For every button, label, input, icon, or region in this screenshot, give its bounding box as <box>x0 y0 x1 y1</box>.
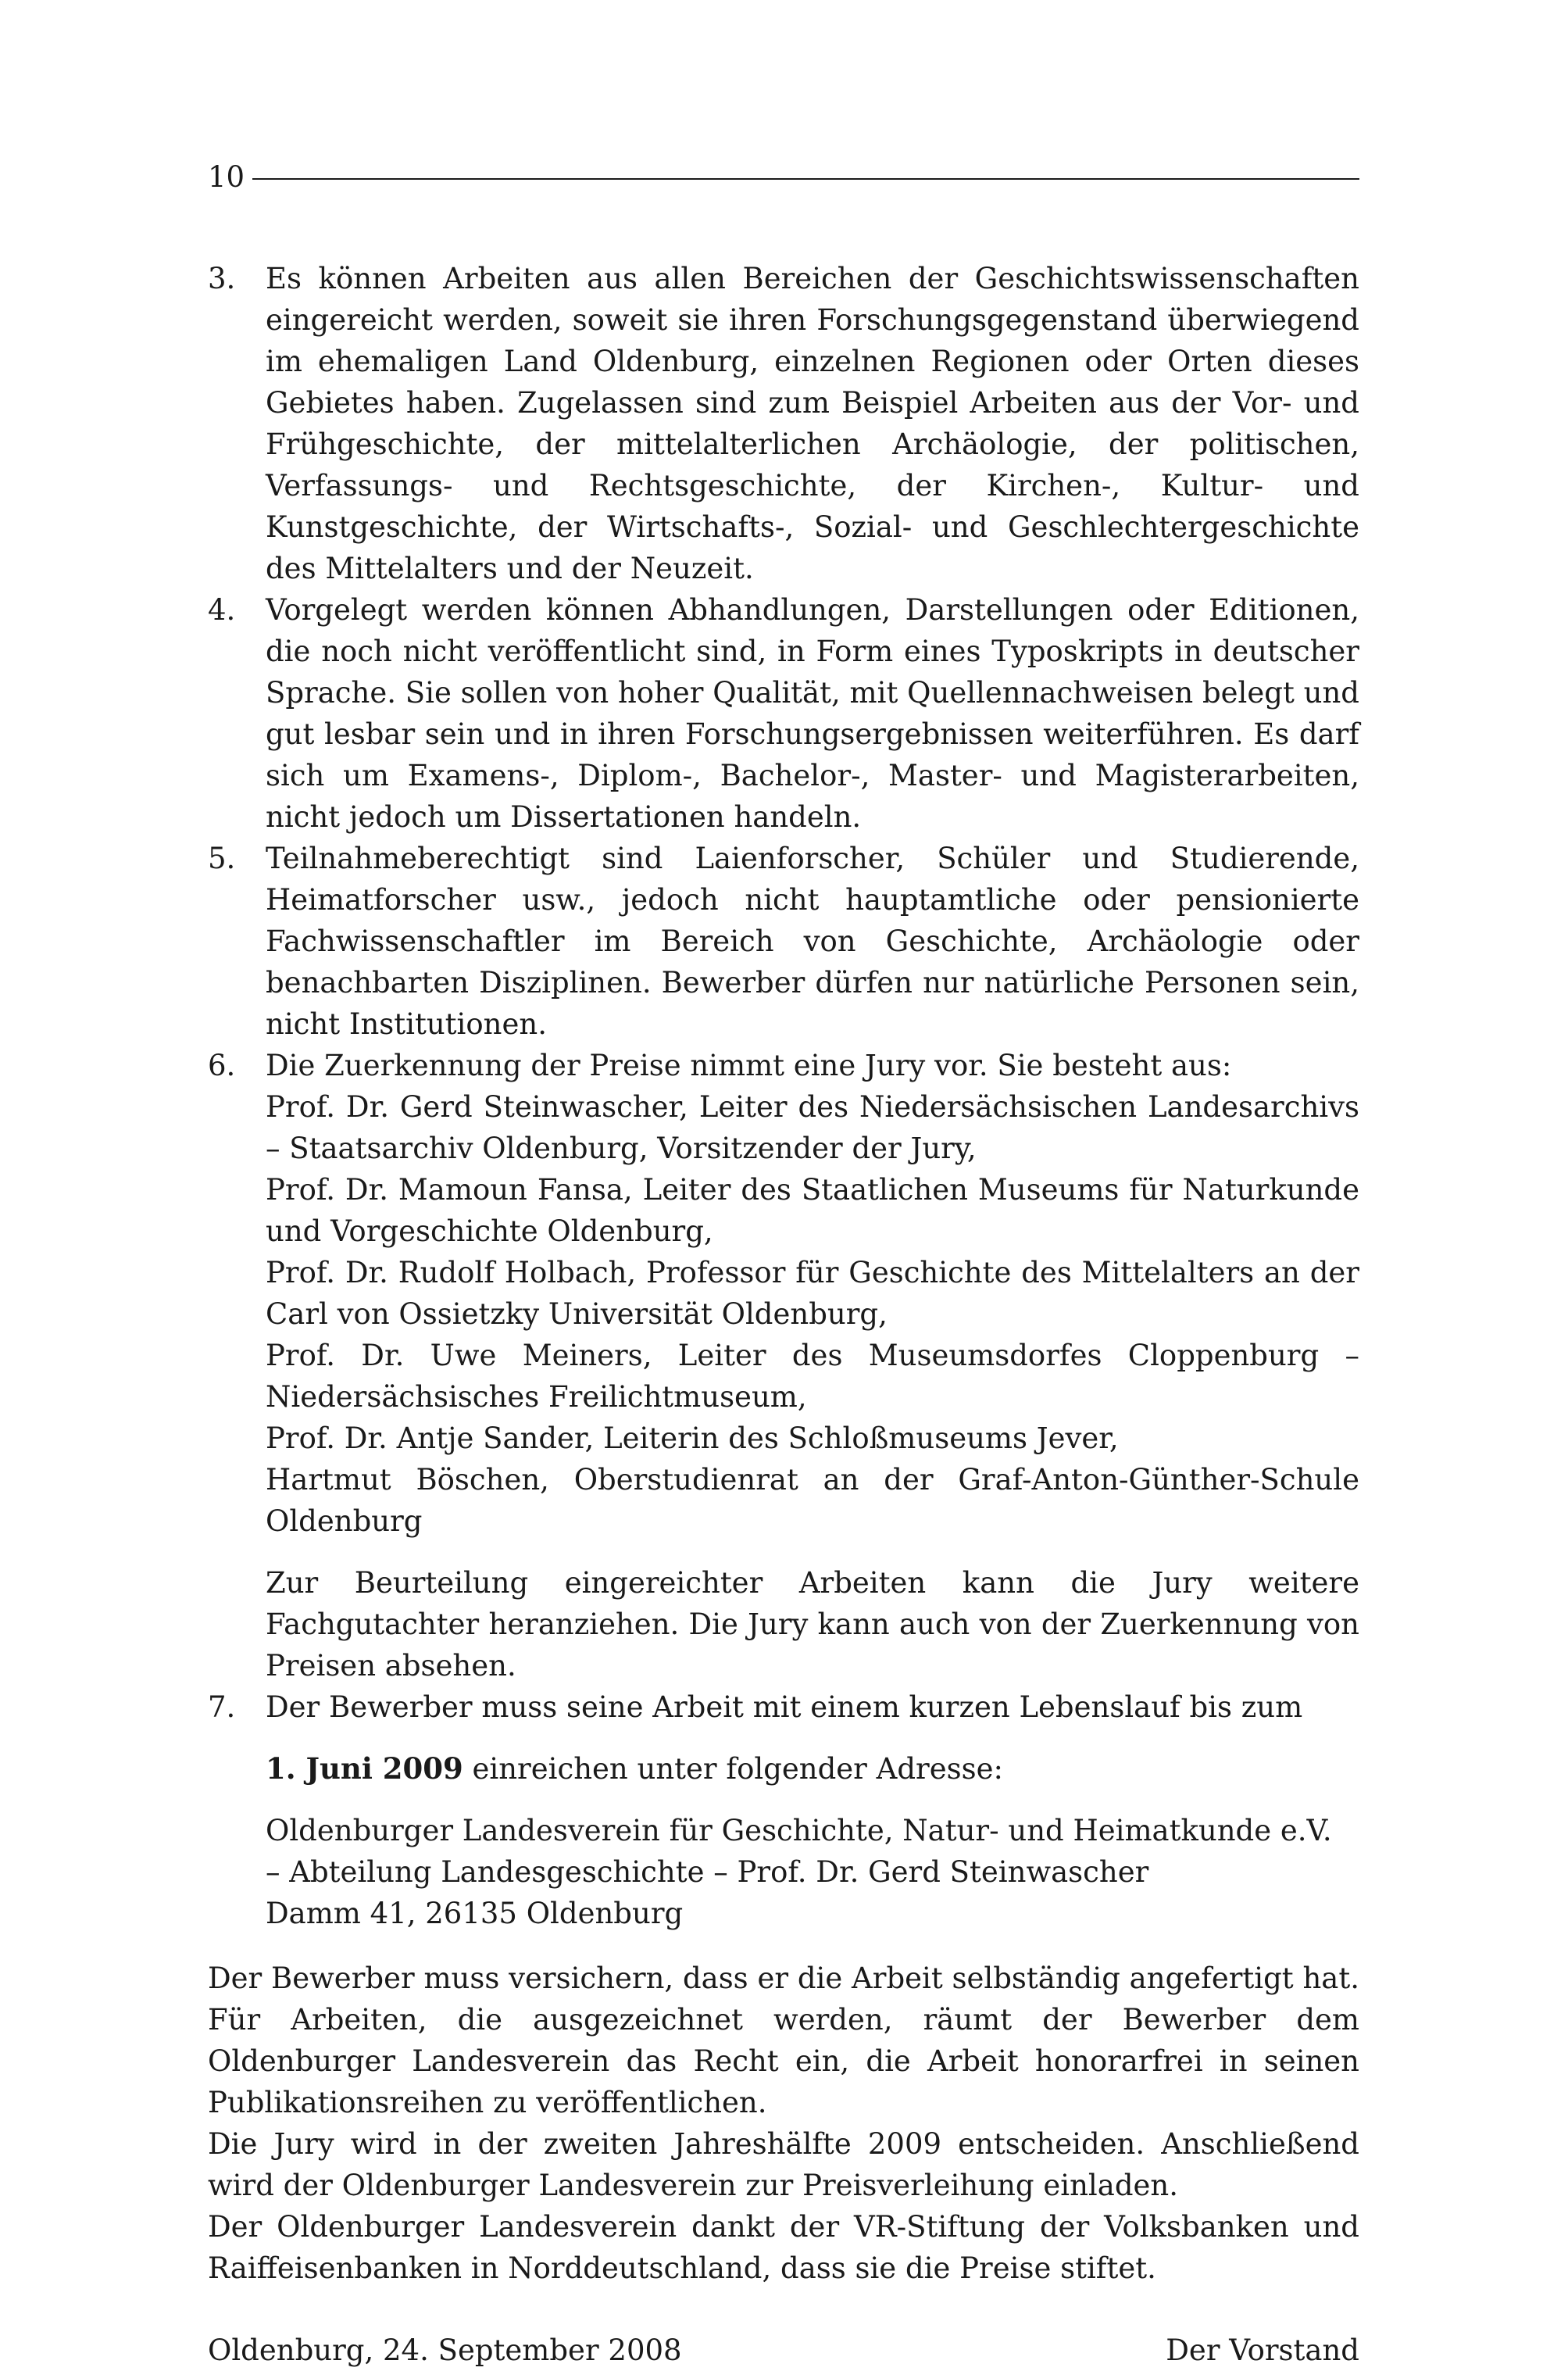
item-number: 7. <box>208 1690 236 1724</box>
item-text-block <box>266 258 1359 589</box>
item-text: Vorgelegt werden können Abhandlungen, Darstellungen oder Editionen, die noch nicht veröffentlicht sind, in Form eines Typoskripts in deutscher Sprache. Sie sollen von hoher Qualität, mit Quellennachweisen belegt und gut lesbar sein und in ihren Forschungsergebnissen weiterführen. Es darf sich um Examens-, Diplom-, Bachelor-, Master- und Magisterarbeiten, nicht jedoch um Dissertationen handeln. <box>266 593 1359 834</box>
address-line: Oldenburger Landesverein für Geschichte, Natur- und Heimatkunde e.V. <box>266 1814 1332 1847</box>
deadline-text: einreichen unter folgender Adresse: <box>463 1752 1003 1786</box>
list-item <box>208 838 1359 1045</box>
closing-paragraph: Der Oldenburger Landesverein dankt der VR-Stiftung der Volksbanken und Raiffeisenbanken in Norddeutschland, dass sie die Preise stiftet. <box>208 2210 1359 2285</box>
jury-member: Prof. Dr. Mamoun Fansa, Leiter des Staatlichen Museums für Naturkunde und Vorgeschichte Oldenburg, <box>266 1173 1359 1248</box>
list-item <box>208 258 1359 589</box>
item-number: 3. <box>208 262 236 295</box>
signature: Der Vorstand <box>1166 2333 1359 2367</box>
item-number: 4. <box>208 593 236 627</box>
item-text-block <box>266 589 1359 838</box>
jury-intro: Die Zuerkennung der Preise nimmt eine Jury vor. Sie besteht aus: <box>266 1049 1232 1082</box>
list-item <box>208 589 1359 838</box>
jury-member: Prof. Dr. Gerd Steinwascher, Leiter des Niedersächsischen Landesarchivs – Staatsarchiv Oldenburg, Vorsitzender der Jury, <box>266 1090 1359 1165</box>
item-text-block <box>266 838 1359 1045</box>
item-number: 5. <box>208 842 236 875</box>
submission-deadline <box>266 1748 1359 1790</box>
item-text-block <box>266 1686 1359 1934</box>
closing-paragraph: Die Jury wird in der zweiten Jahreshälfte 2009 entscheiden. Anschließend wird der Oldenburger Landesverein zur Preisverleihung einladen. <box>208 2127 1359 2202</box>
list-item-submission <box>208 1686 1359 1934</box>
item-text-block <box>266 1045 1359 1686</box>
jury-member: Hartmut Böschen, Oberstudienrat an der Graf-Anton-Günther-Schule Oldenburg <box>266 1463 1359 1538</box>
page-number: 10 <box>208 160 245 194</box>
submission-intro: Der Bewerber muss seine Arbeit mit einem kurzen Lebenslauf bis zum <box>266 1690 1303 1724</box>
jury-member: Prof. Dr. Uwe Meiners, Leiter des Museumsdorfes Cloppenburg – Niedersächsisches Freilichtmuseum, <box>266 1339 1359 1414</box>
signoff <box>208 2330 1359 2371</box>
page-body <box>208 258 1359 2371</box>
list-item-jury <box>208 1045 1359 1686</box>
item-text: Es können Arbeiten aus allen Bereichen der Geschichtswissenschaften eingereicht werden, soweit sie ihren Forschungsgegenstand überwiegend im ehemaligen Land Oldenburg, einzelnen Regionen oder Orten dieses Gebietes haben. Zugelassen sind zum Beispiel Arbeiten aus der Vor- und Frühgeschichte, der mittelalterlichen Archäologie, der politischen, Verfassungs- und Rechtsgeschichte, der Kirchen-, Kultur- und Kunstgeschichte, der Wirtschafts-, Sozial- und Geschlechtergeschichte des Mittelalters und der Neuzeit. <box>266 262 1359 585</box>
deadline-date: 1. Juni 2009 <box>266 1751 463 1786</box>
header-rule <box>252 178 1359 180</box>
place-date: Oldenburg, 24. September 2008 <box>208 2333 682 2367</box>
closing-paragraph: Der Bewerber muss versichern, dass er die Arbeit selbständig angefertigt hat. Für Arbeiten, die ausgezeichnet werden, räumt der Bewerber dem Oldenburger Landesverein das Recht ein, die Arbeit honorarfrei in seinen Publikationsreihen zu veröffentlichen. <box>208 1962 1359 2119</box>
item-number: 6. <box>208 1049 236 1082</box>
jury-note: Zur Beurteilung eingereichter Arbeiten kann die Jury weitere Fachgutachter heranziehen. Die Jury kann auch von der Zuerkennung von Preisen absehen. <box>266 1566 1359 1683</box>
address-line: – Abteilung Landesgeschichte – Prof. Dr. Gerd Steinwascher <box>266 1855 1149 1889</box>
page-header <box>208 160 1359 194</box>
jury-member: Prof. Dr. Antje Sander, Leiterin des Schloßmuseums Jever, <box>266 1422 1119 1455</box>
item-text: Teilnahmeberechtigt sind Laienforscher, Schüler und Studierende, Heimatforscher usw., jedoch nicht hauptamtliche oder pensionierte Fachwissenschaftler im Bereich von Geschichte, Archäologie oder benachbarten Disziplinen. Bewerber dürfen nur natürliche Personen sein, nicht Institutionen. <box>266 842 1359 1041</box>
closing-section <box>208 1958 1359 2289</box>
jury-member: Prof. Dr. Rudolf Holbach, Professor für Geschichte des Mittelalters an der Carl von Ossietzky Universität Oldenburg, <box>266 1256 1359 1331</box>
address-line: Damm 41, 26135 Oldenburg <box>266 1897 684 1930</box>
